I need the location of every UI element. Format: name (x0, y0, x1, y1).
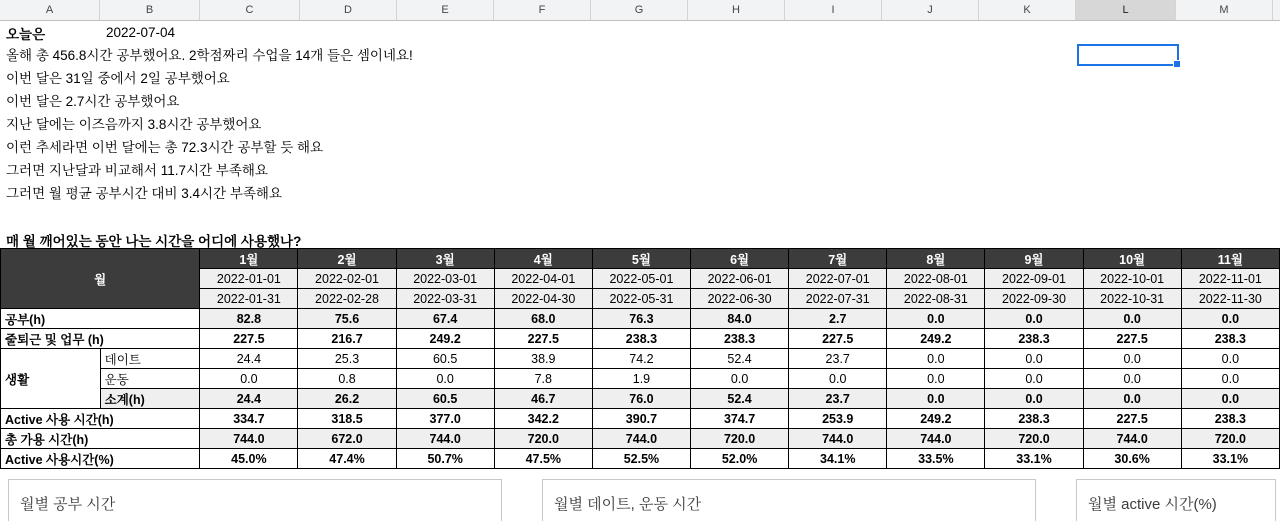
charts-area (0, 475, 1280, 521)
end-date-11: 2022-11-30 (1181, 289, 1279, 309)
cell-r2-c11: 238.3 (1181, 329, 1279, 349)
cell-r2-c5: 238.3 (592, 329, 690, 349)
cell-r7-c5: 744.0 (592, 429, 690, 449)
cell-r4-c1: 0.0 (200, 369, 298, 389)
table-row (1, 349, 1280, 369)
fill-handle[interactable] (1173, 60, 1181, 68)
start-date-9: 2022-09-01 (985, 269, 1083, 289)
summary-line-1: 올해 총 456.8시간 공부했어요. 2학점짜리 수업을 14개 들은 셈이네요! (6, 48, 413, 63)
summary-line-3: 이번 달은 2.7시간 공부했어요 (6, 94, 180, 109)
end-date-8: 2022-08-31 (887, 289, 985, 309)
cell-r6-c4: 342.2 (494, 409, 592, 429)
row-label-1: 공부(h) (1, 309, 200, 329)
month-header-2: 2월 (298, 249, 396, 269)
cell-r1-c2: 75.6 (298, 309, 396, 329)
table-row (1, 309, 1280, 329)
cell-r2-c2: 216.7 (298, 329, 396, 349)
cell-r8-c2: 47.4% (298, 449, 396, 469)
cell-r6-c10: 227.5 (1083, 409, 1181, 429)
table-row (1, 389, 1280, 409)
cell-r1-c3: 67.4 (396, 309, 494, 329)
cell-r3-c1: 24.4 (200, 349, 298, 369)
row-sublabel-4: 운동 (100, 369, 200, 389)
column-header-j[interactable]: J (882, 0, 979, 20)
cell-r3-c5: 74.2 (592, 349, 690, 369)
cell-r7-c2: 672.0 (298, 429, 396, 449)
row-label-8: Active 사용시간(%) (1, 449, 200, 469)
cell-r4-c10: 0.0 (1083, 369, 1181, 389)
summary-line-4: 지난 달에는 이즈음까지 3.8시간 공부했어요 (6, 117, 262, 132)
cell-r5-c2: 26.2 (298, 389, 396, 409)
end-date-6: 2022-06-30 (691, 289, 789, 309)
cell-r4-c8: 0.0 (887, 369, 985, 389)
cell-r4-c11: 0.0 (1181, 369, 1279, 389)
column-header-c[interactable]: C (200, 0, 300, 20)
start-date-7: 2022-07-01 (789, 269, 887, 289)
cell-r5-c5: 76.0 (592, 389, 690, 409)
cell-r1-c11: 0.0 (1181, 309, 1279, 329)
summary-line-7: 그러면 월 평균 공부시간 대비 3.4시간 부족해요 (6, 186, 283, 201)
cell-r3-c10: 0.0 (1083, 349, 1181, 369)
today-value: 2022-07-04 (106, 25, 176, 40)
end-date-9: 2022-09-30 (985, 289, 1083, 309)
today-label: 오늘은 (6, 26, 46, 42)
cell-r7-c3: 744.0 (396, 429, 494, 449)
cell-r3-c7: 23.7 (789, 349, 887, 369)
cell-r5-c4: 46.7 (494, 389, 592, 409)
cell-r3-c11: 0.0 (1181, 349, 1279, 369)
end-date-1: 2022-01-31 (200, 289, 298, 309)
start-date-5: 2022-05-01 (592, 269, 690, 289)
cell-r6-c6: 374.7 (691, 409, 789, 429)
table-corner-label: 월 (1, 249, 200, 309)
section-title: 매 월 깨어있는 동안 나는 시간을 어디에 사용했나? (6, 234, 302, 249)
cell-r1-c7: 2.7 (789, 309, 887, 329)
cell-r6-c9: 238.3 (985, 409, 1083, 429)
start-date-8: 2022-08-01 (887, 269, 985, 289)
row-sublabel-5: 소계(h) (100, 389, 200, 409)
cell-r4-c5: 1.9 (592, 369, 690, 389)
end-date-2: 2022-02-28 (298, 289, 396, 309)
cell-r7-c4: 720.0 (494, 429, 592, 449)
month-header-1: 1월 (200, 249, 298, 269)
cell-r4-c2: 0.8 (298, 369, 396, 389)
start-date-6: 2022-06-01 (691, 269, 789, 289)
cell-r2-c10: 227.5 (1083, 329, 1181, 349)
summary-line-5: 이런 추세라면 이번 달에는 총 72.3시간 공부할 듯 해요 (6, 140, 324, 155)
cell-r1-c8: 0.0 (887, 309, 985, 329)
table-row (1, 449, 1280, 469)
month-header-9: 9월 (985, 249, 1083, 269)
cell-r5-c1: 24.4 (200, 389, 298, 409)
today-row (0, 21, 1280, 44)
cell-r4-c4: 7.8 (494, 369, 592, 389)
cell-r7-c11: 720.0 (1181, 429, 1279, 449)
end-date-10: 2022-10-31 (1083, 289, 1181, 309)
start-date-1: 2022-01-01 (200, 269, 298, 289)
column-header-f[interactable]: F (494, 0, 591, 20)
chart-title-3: 월별 active 시간(%) (1088, 496, 1217, 513)
cell-r7-c7: 744.0 (789, 429, 887, 449)
cell-r4-c6: 0.0 (691, 369, 789, 389)
cell-r8-c8: 33.5% (887, 449, 985, 469)
column-header-h[interactable]: H (688, 0, 785, 20)
cell-r4-c9: 0.0 (985, 369, 1083, 389)
cell-r6-c7: 253.9 (789, 409, 887, 429)
cell-r7-c6: 720.0 (691, 429, 789, 449)
month-header-7: 7월 (789, 249, 887, 269)
cell-r4-c3: 0.0 (396, 369, 494, 389)
cell-r1-c9: 0.0 (985, 309, 1083, 329)
summary-lines (0, 44, 1280, 205)
row-group-label-living: 생활 (1, 349, 101, 409)
cell-r3-c6: 52.4 (691, 349, 789, 369)
cell-r1-c1: 82.8 (200, 309, 298, 329)
usage-table (0, 248, 1280, 469)
end-date-5: 2022-05-31 (592, 289, 690, 309)
month-header-6: 6월 (691, 249, 789, 269)
cell-r5-c10: 0.0 (1083, 389, 1181, 409)
cell-r8-c5: 52.5% (592, 449, 690, 469)
cell-r1-c5: 76.3 (592, 309, 690, 329)
chart-title-1: 월별 공부 시간 (20, 496, 116, 513)
cell-r5-c3: 60.5 (396, 389, 494, 409)
cell-r2-c9: 238.3 (985, 329, 1083, 349)
cell-r1-c6: 84.0 (691, 309, 789, 329)
cell-r5-c9: 0.0 (985, 389, 1083, 409)
column-header-l[interactable]: L (1076, 0, 1176, 20)
cell-r6-c2: 318.5 (298, 409, 396, 429)
month-header-5: 5월 (592, 249, 690, 269)
cell-r6-c3: 377.0 (396, 409, 494, 429)
cell-r1-c10: 0.0 (1083, 309, 1181, 329)
start-date-4: 2022-04-01 (494, 269, 592, 289)
start-date-3: 2022-03-01 (396, 269, 494, 289)
cell-r8-c10: 30.6% (1083, 449, 1181, 469)
cell-r2-c6: 238.3 (691, 329, 789, 349)
cell-r8-c1: 45.0% (200, 449, 298, 469)
cell-r7-c10: 744.0 (1083, 429, 1181, 449)
cell-r3-c3: 60.5 (396, 349, 494, 369)
table-row (1, 409, 1280, 429)
row-label-7: 총 가용 시간(h) (1, 429, 200, 449)
column-header-d[interactable]: D (300, 0, 397, 20)
cell-r8-c6: 52.0% (691, 449, 789, 469)
summary-line-6: 그러면 지난달과 비교해서 11.7시간 부족해요 (6, 163, 268, 178)
cell-r8-c4: 47.5% (494, 449, 592, 469)
cell-r4-c7: 0.0 (789, 369, 887, 389)
cell-r2-c1: 227.5 (200, 329, 298, 349)
cell-r2-c8: 249.2 (887, 329, 985, 349)
cell-r3-c8: 0.0 (887, 349, 985, 369)
column-header-row (0, 0, 1280, 21)
start-date-10: 2022-10-01 (1083, 269, 1181, 289)
column-header-b[interactable]: B (100, 0, 200, 20)
cell-r5-c6: 52.4 (691, 389, 789, 409)
table-header-months (1, 249, 1280, 269)
column-header-i[interactable]: I (785, 0, 882, 20)
cell-r2-c4: 227.5 (494, 329, 592, 349)
table-row (1, 329, 1280, 349)
cell-r1-c4: 68.0 (494, 309, 592, 329)
cell-r3-c2: 25.3 (298, 349, 396, 369)
month-header-11: 11월 (1181, 249, 1279, 269)
row-label-6: Active 사용 시간(h) (1, 409, 200, 429)
month-header-8: 8월 (887, 249, 985, 269)
cell-r7-c9: 720.0 (985, 429, 1083, 449)
table-row (1, 369, 1280, 389)
cell-r6-c8: 249.2 (887, 409, 985, 429)
cell-r8-c3: 50.7% (396, 449, 494, 469)
month-header-3: 3월 (396, 249, 494, 269)
active-cell-selection[interactable] (1077, 44, 1179, 66)
cell-r2-c7: 227.5 (789, 329, 887, 349)
cell-r6-c11: 238.3 (1181, 409, 1279, 429)
start-date-2: 2022-02-01 (298, 269, 396, 289)
column-header-m[interactable]: M (1176, 0, 1273, 20)
chart-title-2: 월별 데이트, 운동 시간 (554, 496, 702, 513)
row-sublabel-3: 데이트 (100, 349, 200, 369)
column-header-a[interactable]: A (0, 0, 100, 20)
end-date-7: 2022-07-31 (789, 289, 887, 309)
cell-r5-c8: 0.0 (887, 389, 985, 409)
row-label-2: 줄퇴근 및 업무 (h) (1, 329, 200, 349)
cell-r8-c7: 34.1% (789, 449, 887, 469)
start-date-11: 2022-11-01 (1181, 269, 1279, 289)
table-row (1, 429, 1280, 449)
end-date-3: 2022-03-31 (396, 289, 494, 309)
cell-r8-c11: 33.1% (1181, 449, 1279, 469)
column-header-g[interactable]: G (591, 0, 688, 20)
column-header-k[interactable]: K (979, 0, 1076, 20)
month-header-4: 4월 (494, 249, 592, 269)
cell-r6-c1: 334.7 (200, 409, 298, 429)
cell-r2-c3: 249.2 (396, 329, 494, 349)
cell-r7-c8: 744.0 (887, 429, 985, 449)
column-header-e[interactable]: E (397, 0, 494, 20)
cell-r6-c5: 390.7 (592, 409, 690, 429)
month-header-10: 10월 (1083, 249, 1181, 269)
cell-r3-c4: 38.9 (494, 349, 592, 369)
cell-r5-c7: 23.7 (789, 389, 887, 409)
cell-r3-c9: 0.0 (985, 349, 1083, 369)
cell-r8-c9: 33.1% (985, 449, 1083, 469)
summary-line-2: 이번 달은 31일 중에서 2일 공부했어요 (6, 71, 230, 86)
cell-r7-c1: 744.0 (200, 429, 298, 449)
cell-r5-c11: 0.0 (1181, 389, 1279, 409)
end-date-4: 2022-04-30 (494, 289, 592, 309)
